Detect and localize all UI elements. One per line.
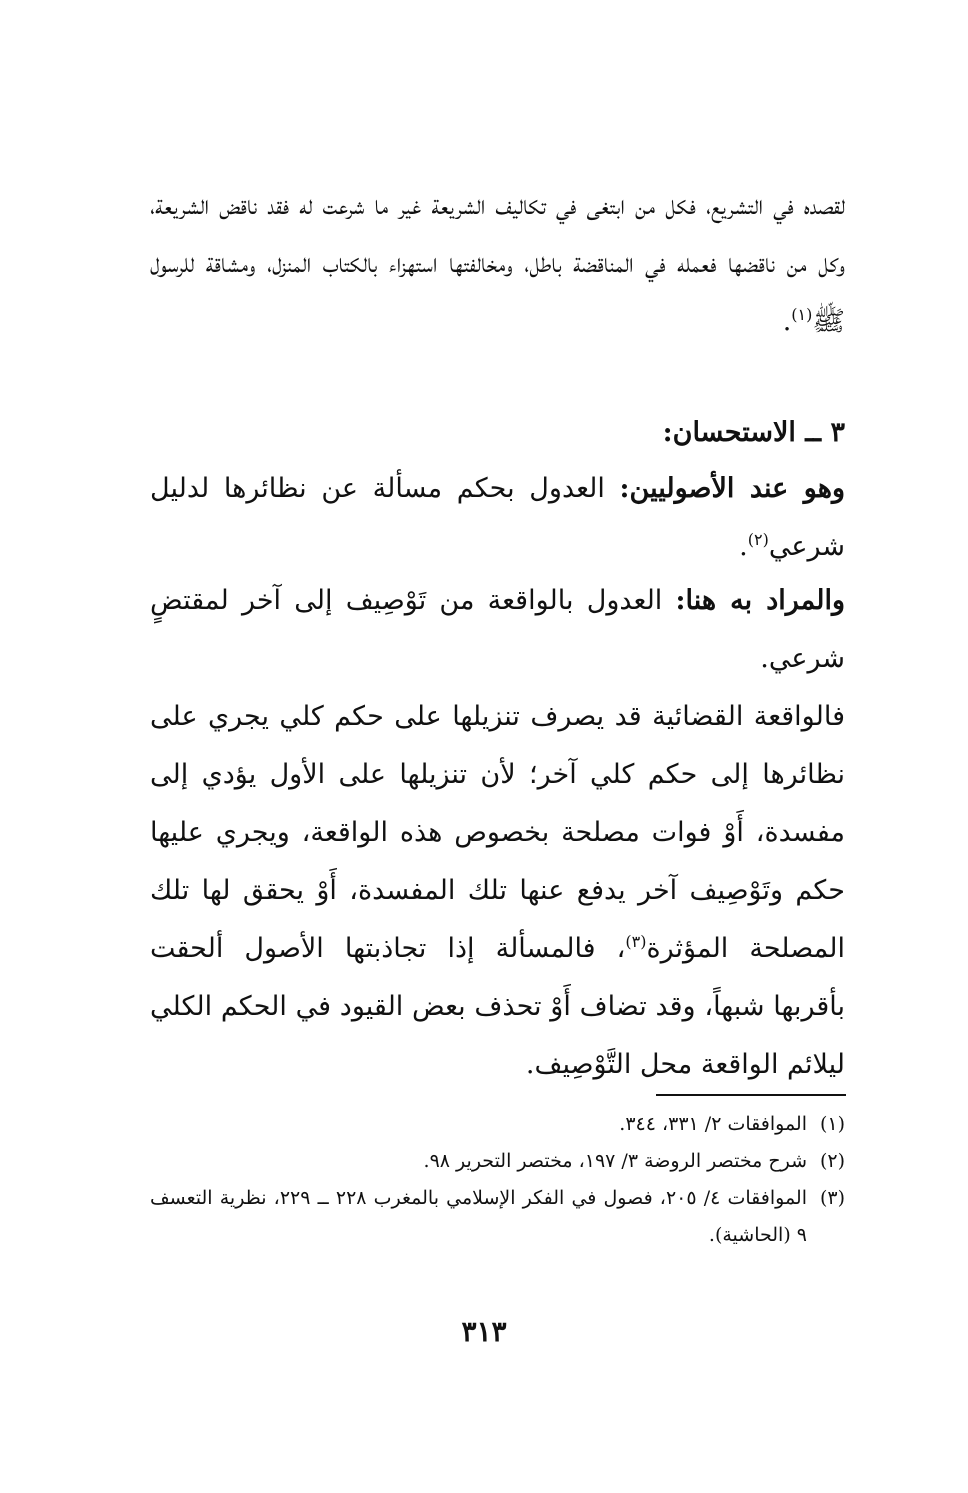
paragraph-4-block xyxy=(150,688,845,1094)
section-heading-block xyxy=(150,404,845,462)
paragraph-4 xyxy=(150,688,845,1094)
paragraph-2-lead: وهو عند الأصوليين: xyxy=(619,473,845,504)
footnote-1 xyxy=(150,1106,845,1143)
paragraph-3-text: العدول بالواقعة من تَوْصِيف إلى آخر لمقتضٍ شرعي. xyxy=(150,585,845,674)
paragraph-1-end: . xyxy=(782,306,792,337)
section-heading: ٣ ــ الاستحسان: xyxy=(662,417,845,448)
footnote-3 xyxy=(150,1180,845,1254)
body-text xyxy=(150,177,845,351)
footnote-divider xyxy=(656,1094,846,1096)
footnotes xyxy=(150,1106,845,1254)
footnote-3-number: (٣) xyxy=(819,1187,845,1209)
paragraph-3 xyxy=(150,572,845,688)
paragraph-3-lead: والمراد به هنا: xyxy=(675,585,846,616)
paragraph-1-text: لقصده في التشريع، فكل من ابتغى في تكاليف الشريعة غير ما شرعت له فقد ناقض الشريعة، وكل من ناقضها فعمله في المناقضة باطل، ومخالفتها استهزاء بالكتاب المنزل، ومشاقة للرسول ﷺ xyxy=(150,190,845,337)
paragraph-3-block xyxy=(150,572,845,688)
footnote-1-text: الموافقات ٢/ ٣٣١، ٣٤٤. xyxy=(619,1113,807,1135)
footnote-2-number: (٢) xyxy=(819,1150,845,1172)
paragraph-2 xyxy=(150,460,845,576)
footnote-2-text: شرح مختصر الروضة ٣/ ١٩٧، مختصر التحرير ٩٨. xyxy=(423,1150,807,1172)
footnote-ref-2[interactable]: (٢) xyxy=(747,530,769,549)
footnote-2 xyxy=(150,1143,845,1180)
paragraph-4-text-b: ، فالمسألة إذا تجاذبتها الأصول ألحقت بأقربها شبهاً، وقد تضاف أَوْ تحذف بعض القيود في الحكم الكلي ليلائم الواقعة محل التَّوْصِيف. xyxy=(150,933,845,1080)
paragraph-2-text: العدول بحكم مسألة عن نظائرها لدليل شرعي xyxy=(150,473,845,562)
paragraph-2-block xyxy=(150,460,845,576)
footnote-1-number: (١) xyxy=(819,1113,845,1135)
paragraph-2-end: . xyxy=(739,531,748,562)
footnote-3-text: الموافقات ٤/ ٢٠٥، فصول في الفكر الإسلامي بالمغرب ٢٢٨ ــ ٢٢٩، نظرية التعسف ٩ (الحاشية). xyxy=(150,1187,807,1246)
paragraph-1 xyxy=(150,177,845,351)
footnote-ref-1[interactable]: (١) xyxy=(791,305,813,324)
footnote-ref-3[interactable]: (٣) xyxy=(625,932,647,951)
page-number: ٣١٣ xyxy=(461,1315,507,1348)
paragraph-4-text-a: فالواقعة القضائية قد يصرف تنزيلها على حكم كلي يجري على نظائرها إلى حكم كلي آخر؛ لأن تنزيلها على الأول يؤدي إلى مفسدة، أَوْ فوات مصلحة بخصوص هذه الواقعة، ويجري عليها حكم وتَوْصِيف آخر يدفع عنها تلك المفسدة، أَوْ يحقق لها تلك المصلحة المؤثرة xyxy=(150,701,845,964)
